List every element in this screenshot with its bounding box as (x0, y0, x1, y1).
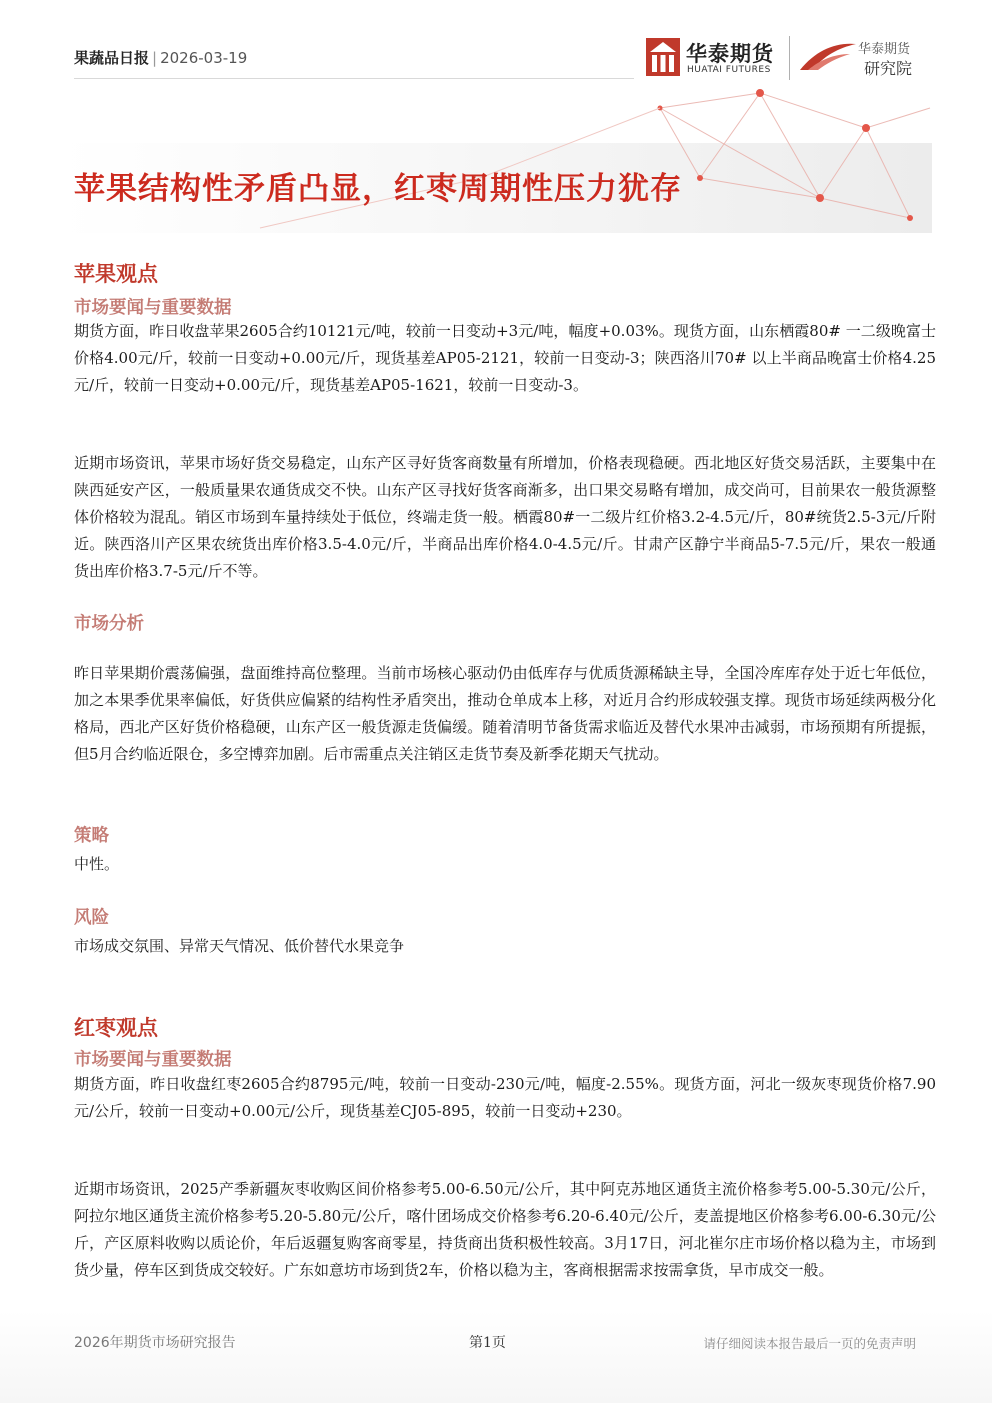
footer-disclaimer-note: 请仔细阅读本报告最后一页的免责声明 (703, 1336, 916, 1351)
apple-analysis-heading: 市场分析 (74, 614, 144, 634)
jujube-news-paragraph-1: 期货方面，昨日收盘红枣2605合约8795元/吨，较前一日变动-230元/吨，幅度-2.55%。现货方面，河北一级灰枣现货价格7.90元/公斤，较前一日变动+0.00元/公斤，现货基差CJ05-895，较前一日变动+230。 (74, 1075, 936, 1120)
apple-strategy-block (74, 822, 936, 878)
jujube-news-paragraph-2: 近期市场资讯，2025产季新疆灰枣收购区间价格参考5.00-6.50元/公斤，其中阿克苏地区通货主流价格参考5.00-5.30元/公斤，阿拉尔地区通货主流价格参考5.20-5.80元/公斤，喀什团场成交价格参考6.20-6.40元/公斤，麦盖提地区价格参考6.00-6.30元/公斤，产区原料收购以质论价，年后返疆复购客商零星，持货商出货积极性较高。3月17日，河北崔尔庄市场价格以稳为主，市场到货少量，停车区到货成交较好。广东如意坊市场到货2车，价格以稳为主，客商根据需求按需拿货，早市成交一般。 (74, 1180, 936, 1279)
company-name-en: HUATAI FUTURES (687, 65, 771, 75)
page-footer (0, 1328, 992, 1358)
apple-news-block (74, 294, 936, 319)
apple-section (74, 258, 936, 288)
institute-name-line1: 华泰期货 (858, 42, 911, 57)
apple-news-p1-block (74, 318, 936, 399)
report-date: 2026-03-19 (160, 49, 248, 67)
apple-news-paragraph-1: 期货方面，昨日收盘苹果2605合约10121元/吨，较前一日变动+3元/吨，幅度+0.03%。现货方面，山东栖霞80# 一二级晚富士价格4.00元/斤，较前一日变动+0.00元/斤，现货基差AP05-2121，较前一日变动-3；陕西洛川70# 以上半商品晚富士价格4.25元/斤，较前一日变动+0.00元/斤，现货基差AP05-1621，较前一日变动-3。 (74, 322, 936, 394)
institute-name-line2: 研究院 (864, 59, 913, 78)
huatai-logo-icon (646, 38, 680, 76)
report-title: 果蔬品日报 (74, 49, 150, 67)
company-name: 华泰期货 (686, 42, 774, 66)
institute-wing-icon (798, 40, 858, 74)
logo-divider (789, 36, 790, 80)
apple-analysis-paragraph: 昨日苹果期价震荡偏强，盘面维持高位整理。当前市场核心驱动仍由低库存与优质货源稀缺主导，全国冷库库存处于近七年低位，加之本果季优果率偏低，好货供应偏紧的结构性矛盾突出，推动仓单成本上移，对近月合约形成较强支撑。现货市场延续两极分化格局，西北产区好货价格稳硬，山东产区一般货源走货偏缓。随着清明节备货需求临近及替代水果冲击减弱，市场预期有所提振，但5月合约临近限仓，多空博弈加剧。后市需重点关注销区走货节奏及新季花期天气扰动。 (74, 664, 936, 763)
jujube-news-block (74, 1046, 936, 1071)
apple-news-p2-block (74, 450, 936, 585)
apple-strategy-text: 中性。 (74, 855, 120, 873)
jujube-heading: 红枣观点 (74, 1016, 158, 1040)
apple-risk-block (74, 904, 936, 960)
apple-news-heading: 市场要闻与重要数据 (74, 298, 232, 318)
footer-report-name: 2026年期货市场研究报告 (74, 1335, 236, 1351)
apple-news-paragraph-2: 近期市场资讯，苹果市场好货交易稳定，山东产区寻好货客商数量有所增加，价格表现稳硬。西北地区好货交易活跃，主要集中在陕西延安产区，一般质量果农通货成交不快。山东产区寻找好货客商渐多，出口果交易略有增加，成交尚可，目前果农一般货源整体价格较为混乱。销区市场到车量持续处于低位，终端走货一般。栖霞80#一二级片红价格3.2-4.5元/斤，80#统货2.5-3元/斤附近。陕西洛川产区果农统货出库价格3.5-4.0元/斤，半商品出库价格4.0-4.5元/斤。甘肃产区静宁半商品5-7.5元/斤，果农一般通货出库价格3.7-5元/斤不等。 (74, 454, 936, 580)
jujube-news-heading: 市场要闻与重要数据 (74, 1050, 232, 1070)
header-divider (74, 78, 634, 79)
banner-network-graphic (60, 88, 932, 233)
report-headline: 苹果结构性矛盾凸显，红枣周期性压力犹存 (74, 171, 682, 207)
footer-page-number: 第1页 (469, 1335, 506, 1351)
jujube-news-p1-block (74, 1071, 936, 1125)
apple-risk-heading: 风险 (74, 908, 109, 928)
jujube-news-p2-block (74, 1176, 936, 1284)
apple-strategy-heading: 策略 (74, 826, 109, 846)
title-banner (60, 88, 932, 233)
company-logo (646, 34, 921, 84)
apple-analysis-block (74, 610, 936, 635)
header-separator: | (152, 49, 158, 67)
apple-heading: 苹果观点 (74, 262, 158, 286)
jujube-section (74, 1012, 936, 1042)
report-header (74, 47, 247, 68)
apple-analysis-p-block (74, 660, 936, 768)
apple-risk-text: 市场成交氛围、异常天气情况、低价替代水果竞争 (74, 937, 405, 955)
